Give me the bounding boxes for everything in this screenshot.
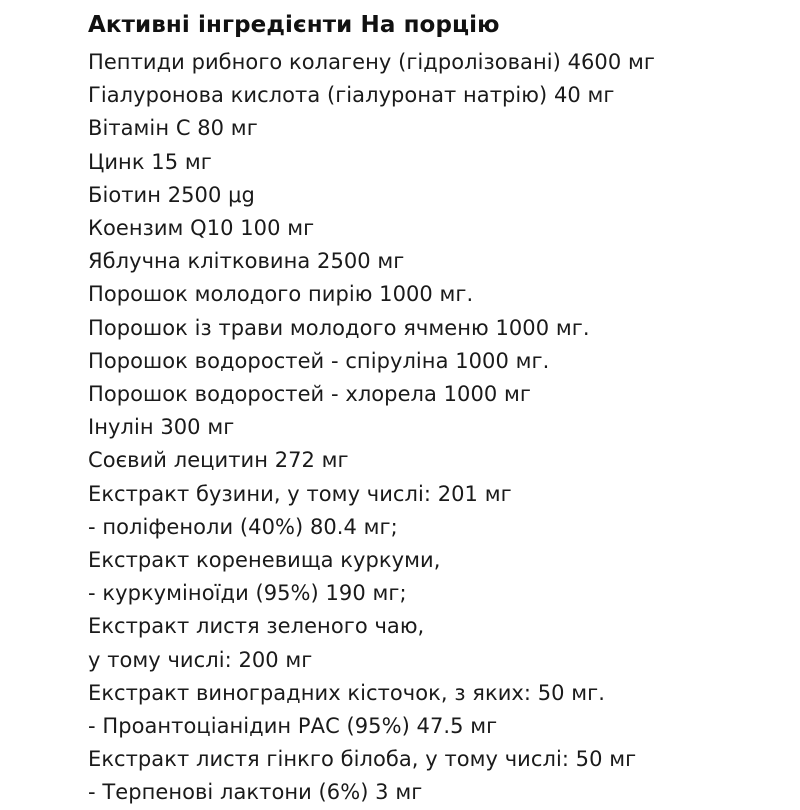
ingredient-list [88,46,780,810]
list-item: Вітамін C 80 мг [88,116,258,141]
list-item: - поліфеноли (40%) 80.4 мг; [88,514,398,539]
list-item: Цинк 15 мг [88,149,212,174]
list-item: - Терпенові лактони (6%) 3 мг [88,780,423,805]
list-item: Пептиди рибного колагену (гідролізовані) 4600 мг [88,50,655,74]
list-item: Біотин 2500 μg [88,182,255,207]
list-item: у тому числі: 200 мг [88,647,313,672]
list-item: Соєвий лецитин 272 мг [88,448,349,473]
list-item: Порошок водоростей - хлорела 1000 мг [88,382,531,407]
list-item: - куркуміноїди (95%) 190 мг; [88,581,407,606]
list-item: Інулін 300 мг [88,415,235,440]
list-item: Яблучна клітковина 2500 мг [88,249,405,274]
page-title: Активні інгредієнти На порцію [88,12,500,38]
list-item: Гіалуронова кислота (гіалуронат натрію) 40 мг [88,83,615,108]
list-item: Порошок водоростей - спіруліна 1000 мг. [88,348,550,373]
list-item: Екстракт листя зеленого чаю, [88,614,425,639]
list-item: Екстракт виноградних кісточок, з яких: 50 мг. [88,680,605,705]
list-item: Порошок із трави молодого ячменю 1000 мг. [88,315,590,340]
list-item: Екстракт листя гінкго білоба, у тому числі: 50 мг [88,747,637,772]
list-item: Коензим Q10 100 мг [88,216,315,241]
list-item: Екстракт кореневища куркуми, [88,548,441,573]
list-item: Порошок молодого пирію 1000 мг. [88,282,474,307]
list-item: Екстракт бузини, у тому числі: 201 мг [88,481,512,506]
list-item: - Проантоціанідин РАС (95%) 47.5 мг [88,714,498,739]
